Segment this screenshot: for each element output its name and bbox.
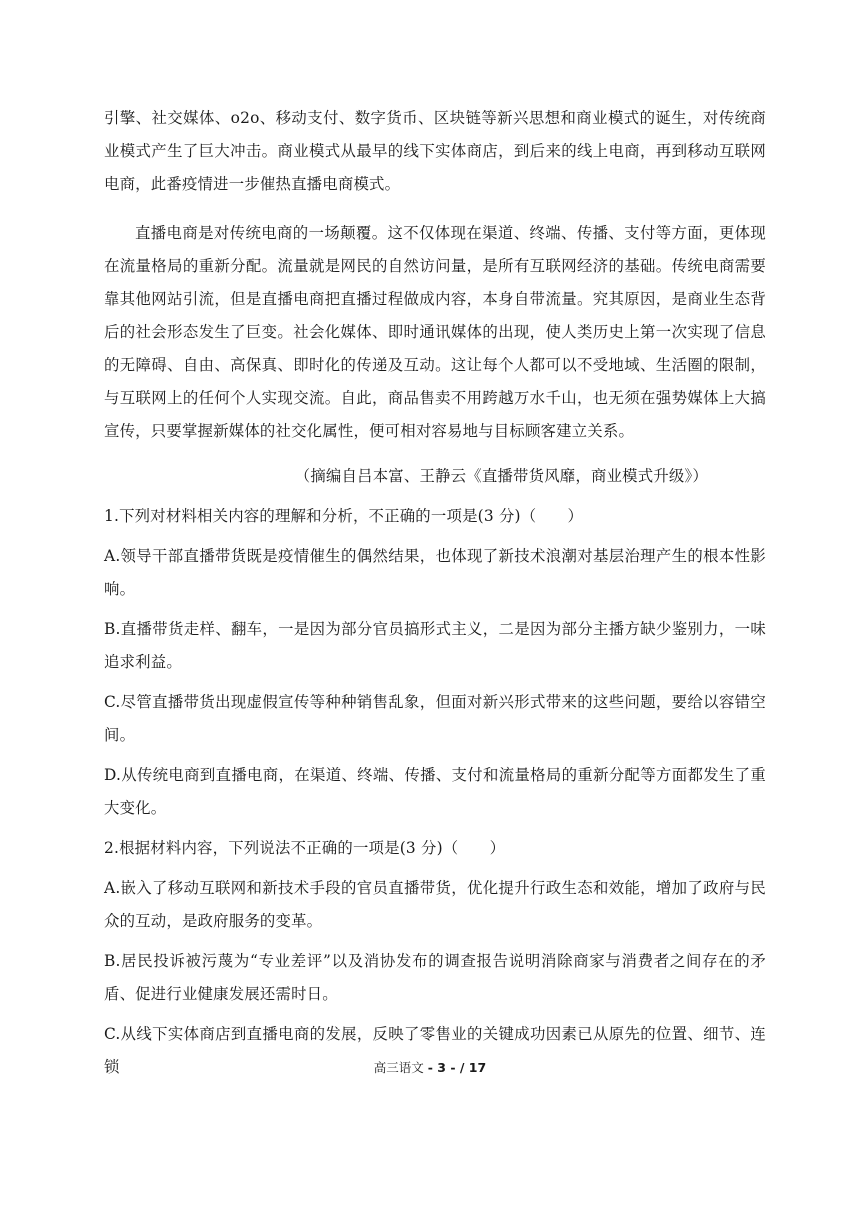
question-2-stem: 2.根据材料内容，下列说法不正确的一项是(3 分)（ ） <box>104 839 506 857</box>
source-citation: （摘编自吕本富、王静云《直播带货风靡，商业模式升级》） <box>294 467 708 485</box>
paragraph-live-commerce: 直播电商是对传统电商的一场颠覆。这不仅体现在渠道、终端、传播、支付等方面，更体现在流量格局的重新分配。流量就是网民的自然访问量，是所有互联网经济的基础。传统电商需要靠其他网站引流，但是直播电商把直播过程做成内容，本身自带流量。究其原因，是商业生态背后的社会形态发生了巨变。社会化媒体、即时通讯媒体的出现，使人类历史上第一次实现了信息的无障碍、自由、高保真、即时化的传递及互动。这让每个人都可以不受地域、生活圈的限制，与互联网上的任何个人实现交流。自此，商品售卖不用跨越万水千山，也无须在强势媒体上大搞宣传，只要掌握新媒体的社交化属性，便可相对容易地与目标顾客建立关系。 <box>104 224 766 440</box>
question-1-option-c: C.尽管直播带货出现虚假宣传等种种销售乱象，但面对新兴形式带来的这些问题，要给以容错空间。 <box>104 693 766 744</box>
page-footer <box>0 1058 860 1076</box>
question-2-option-c: C.从线下实体商店到直播电商的发展，反映了零售业的关键成功因素已从原先的位置、细节、连锁 <box>104 1025 766 1076</box>
footer-subject: 高三语文 <box>373 1060 424 1075</box>
paragraph-continuation: 引擎、社交媒体、o2o、移动支付、数字货币、区块链等新兴思想和商业模式的诞生，对传统商业模式产生了巨大冲击。商业模式从最早的线下实体商店，到后来的线上电商，再到移动互联网电商，此番疫情进一步催热直播电商模式。 <box>104 109 766 193</box>
question-1-option-a: A.领导干部直播带货既是疫情催生的偶然结果，也体现了新技术浪潮对基层治理产生的根本性影响。 <box>104 547 766 598</box>
footer-page-number: - 3 - / 17 <box>427 1060 487 1075</box>
question-1-stem: 1.下列对材料相关内容的理解和分析，不正确的一项是(3 分)（ ） <box>104 507 584 525</box>
question-2-option-a: A.嵌入了移动互联网和新技术手段的官员直播带货，优化提升行政生态和效能，增加了政府与民众的互动，是政府服务的变革。 <box>104 879 766 930</box>
question-1-option-b: B.直播带货走样、翻车，一是因为部分官员搞形式主义，二是因为部分主播方缺少鉴别力，一味追求利益。 <box>104 620 766 671</box>
question-2-option-b: B.居民投诉被污蔑为“专业差评”以及消协发布的调查报告说明消除商家与消费者之间存在的矛盾、促进行业健康发展还需时日。 <box>104 952 766 1003</box>
question-1-option-d: D.从传统电商到直播电商，在渠道、终端、传播、支付和流量格局的重新分配等方面都发生了重大变化。 <box>104 766 766 817</box>
document-body <box>104 102 766 1084</box>
